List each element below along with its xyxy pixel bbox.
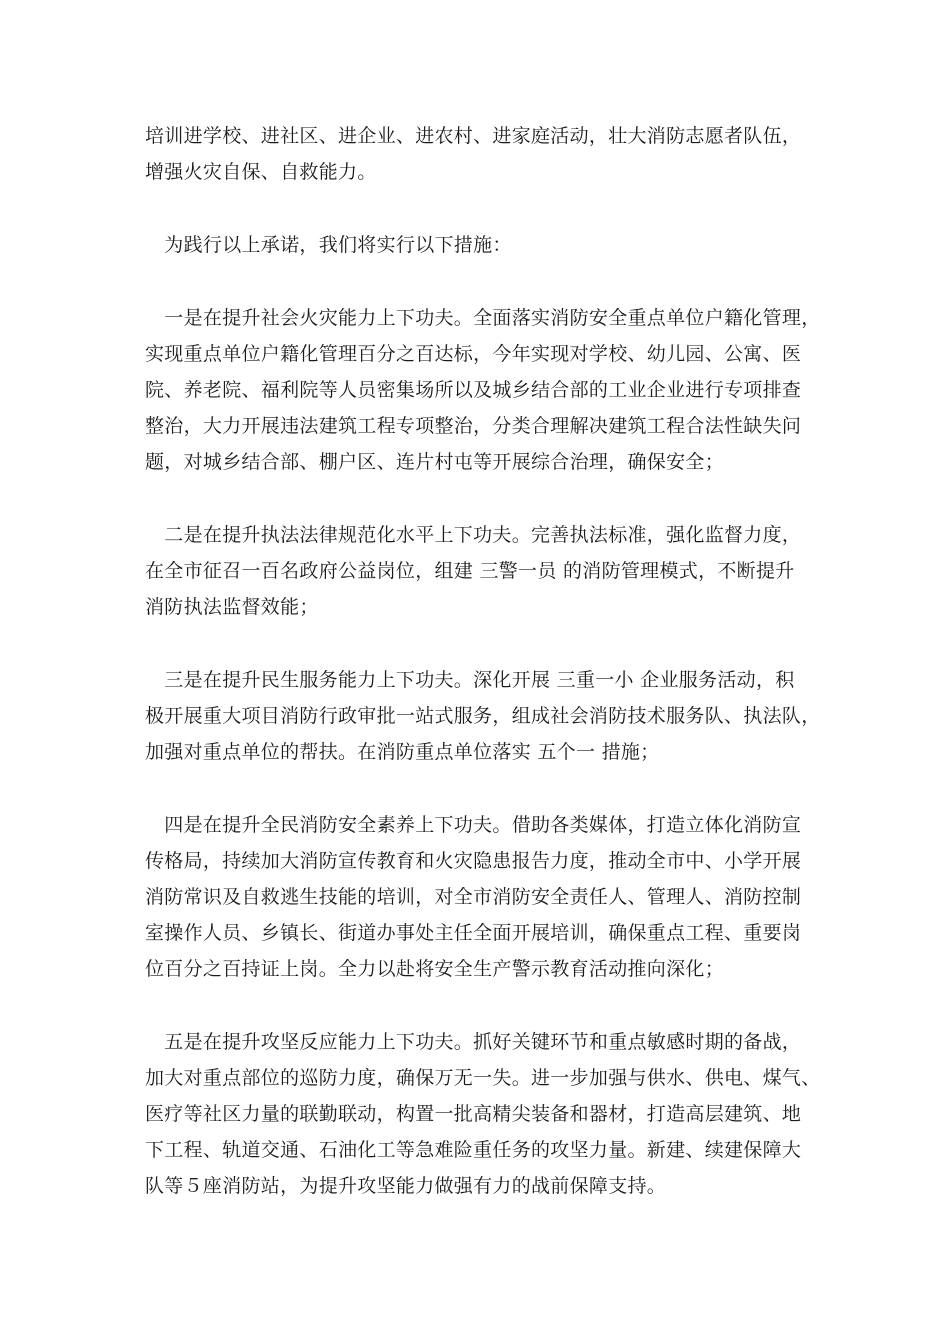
paragraph-measure-five <box>145 1024 821 1204</box>
text-line: 为践行以上承诺，我们将实行以下措施： <box>145 234 512 256</box>
text-line: 室操作人员、乡镇长、街道办事处主任全面开展培训，确保重点工程、重要岗 <box>145 922 802 944</box>
text-line: 医疗等社区力量的联勤联动，构置一批高精尖装备和器材，打造高层建筑、地 <box>145 1103 802 1125</box>
text-line: 院、养老院、福利院等人员密集场所以及城乡结合部的工业企业进行专项排查 <box>145 379 802 401</box>
document-body <box>145 118 821 1204</box>
text-line: 加强对重点单位的帮扶。在消防重点单位落实 五个一 措施； <box>145 741 660 763</box>
text-line: 加大对重点部位的巡防力度，确保万无一失。进一步加强与供水、供电、煤气、 <box>145 1067 821 1089</box>
text-line: 消防常识及自救逃生技能的培训，对全市消防安全责任人、管理人、消防控制 <box>145 886 802 908</box>
text-line: 五是在提升攻坚反应能力上下功夫。抓好关键环节和重点敏感时期的备战， <box>145 1031 802 1053</box>
paragraph-training-continuation <box>145 118 815 190</box>
text-line: 三是在提升民生服务能力上下功夫。深化开展 三重一小 企业服务活动，积 <box>145 669 795 691</box>
text-line: 培训进学校、进社区、进企业、进农村、进家庭活动，壮大消防志愿者队伍， <box>145 125 802 147</box>
text-line: 二是在提升执法法律规范化水平上下功夫。完善执法标准，强化监督力度， <box>145 524 802 546</box>
text-line: 四是在提升全民消防安全素养上下功夫。借助各类媒体，打造立体化消防宣 <box>145 814 802 836</box>
paragraph-measure-four <box>145 807 815 987</box>
paragraph-measure-two <box>145 517 815 625</box>
text-line: 在全市征召一百名政府公益岗位，组建 三警一员 的消防管理模式，不断提升 <box>145 560 795 582</box>
text-line: 极开展重大项目消防行政审批一站式服务，组成社会消防技术服务队、执法队， <box>145 705 821 727</box>
text-line: 消防执法监督效能； <box>145 596 319 618</box>
text-line: 题，对城乡结合部、棚户区、连片村屯等开展综合治理，确保安全； <box>145 451 725 473</box>
text-line: 传格局，持续加大消防宣传教育和火灾隐患报告力度，推动全市中、小学开展 <box>145 850 802 872</box>
text-line: 位百分之百持证上岗。全力以赴将安全生产警示教育活动推向深化； <box>145 958 725 980</box>
text-line: 一是在提升社会火灾能力上下功夫。全面落实消防安全重点单位户籍化管理， <box>145 307 821 329</box>
paragraph-measures-intro <box>145 227 815 263</box>
paragraph-measure-three <box>145 662 821 770</box>
text-line: 下工程、轨道交通、石油化工等急难险重任务的攻坚力量。新建、续建保障大 <box>145 1139 802 1161</box>
paragraph-measure-one <box>145 300 821 480</box>
text-line: 实现重点单位户籍化管理百分之百达标，今年实现对学校、幼儿园、公寓、医 <box>145 343 802 365</box>
text-line: 队等５座消防站，为提升攻坚能力做强有力的战前保障支持。 <box>145 1175 667 1197</box>
text-line: 增强火灾自保、自救能力。 <box>145 161 377 183</box>
text-line: 整治，大力开展违法建筑工程专项整治，分类合理解决建筑工程合法性缺失问 <box>145 415 802 437</box>
